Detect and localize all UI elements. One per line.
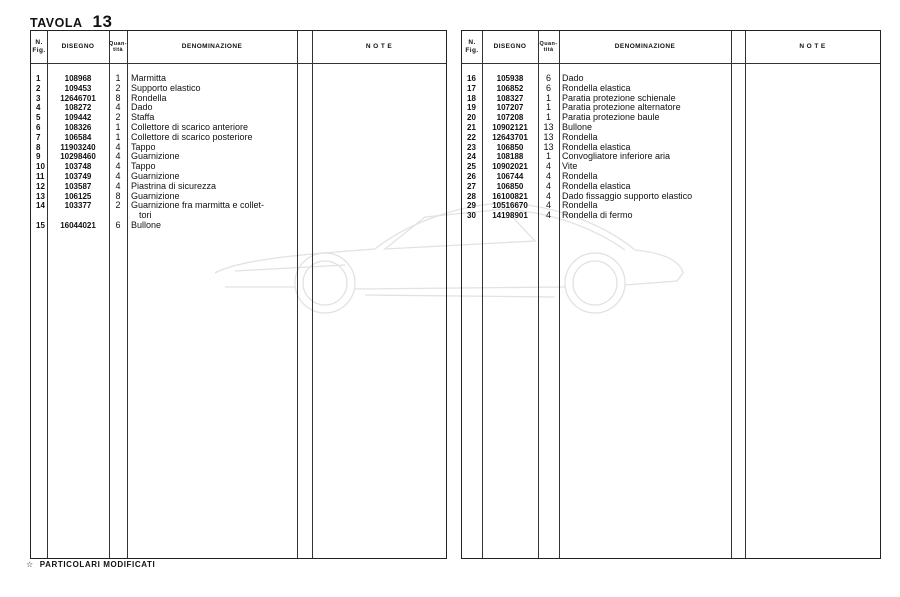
header-quantita: Quan- tità	[539, 41, 558, 53]
part-drawing-number: 108272	[64, 103, 92, 113]
part-description: Paratia protezione alternatore	[562, 102, 681, 113]
table-row	[31, 84, 446, 94]
part-description: Vite	[562, 161, 578, 172]
part-drawing-number: 105938	[496, 74, 524, 83]
part-quantity: 4	[115, 141, 121, 152]
part-drawing-number: 108188	[496, 152, 524, 162]
table-row	[462, 103, 880, 113]
part-description: Rondella elastica	[562, 180, 631, 191]
part-drawing-number: 106850	[496, 181, 524, 191]
part-fig-number: 24	[467, 152, 476, 162]
part-quantity: 1	[115, 121, 121, 132]
header-fig: N. Fig.	[32, 39, 46, 54]
part-drawing-number: 106850	[496, 142, 524, 152]
part-quantity: 1	[115, 131, 121, 142]
part-fig-number: 1	[36, 74, 41, 83]
part-drawing-number: 106744	[496, 171, 524, 181]
part-quantity: 2	[115, 112, 121, 123]
star-icon: ☆	[26, 560, 34, 569]
part-description: Paratia protezione baule	[562, 112, 660, 123]
part-drawing-number: 108326	[64, 122, 92, 132]
table-row	[31, 143, 446, 153]
part-fig-number: 22	[467, 132, 476, 142]
part-description: Tappo	[131, 161, 156, 172]
part-description: Tappo	[131, 141, 156, 152]
table-row	[462, 201, 880, 211]
part-fig-number: 9	[36, 152, 41, 162]
table-row	[31, 172, 446, 182]
table-number: 13	[92, 12, 113, 31]
part-drawing-number: 106852	[496, 83, 524, 93]
table-row	[462, 74, 880, 84]
part-quantity: 4	[545, 210, 551, 221]
part-quantity: 4	[115, 180, 121, 191]
part-description: Supporto elastico	[131, 82, 201, 93]
part-fig-number: 8	[36, 142, 41, 152]
part-description: Rondella di fermo	[562, 210, 633, 221]
header-fig: N. Fig.	[465, 39, 479, 54]
part-drawing-number: 109442	[64, 113, 92, 123]
part-drawing-number: 12643701	[492, 132, 528, 142]
table-row	[462, 192, 880, 202]
part-drawing-number: 103377	[64, 201, 92, 211]
part-drawing-number: 106125	[64, 191, 92, 201]
part-description: Dado	[562, 73, 584, 83]
part-description: Guarnizione	[131, 190, 180, 201]
part-fig-number: 13	[36, 191, 45, 201]
part-quantity: 4	[115, 151, 121, 162]
part-fig-number: 17	[467, 83, 476, 93]
part-drawing-number: 12646701	[60, 93, 96, 103]
part-description: Rondella	[562, 200, 598, 211]
footer-text: PARTICOLARI MODIFICATI	[39, 560, 156, 569]
part-drawing-number: 107207	[496, 103, 524, 113]
header-quantita: Quan- tità	[109, 41, 127, 53]
title-label: TAVOLA	[30, 16, 83, 30]
table-row	[462, 162, 880, 172]
table-row	[462, 123, 880, 133]
part-description: Rondella	[131, 92, 167, 103]
part-description: Convogliatore inferiore aria	[562, 151, 671, 162]
part-fig-number: 30	[467, 211, 476, 221]
table-row	[462, 211, 880, 221]
table-row	[31, 152, 446, 162]
part-fig-number: 25	[467, 162, 476, 172]
part-quantity: 1	[545, 102, 551, 113]
part-quantity: 13	[543, 141, 554, 152]
part-drawing-number: 108327	[496, 93, 524, 103]
header-denominazione: DENOMINAZIONE	[614, 43, 676, 50]
part-fig-number: 5	[36, 113, 41, 123]
part-fig-number: 7	[36, 132, 41, 142]
part-quantity: 13	[543, 131, 554, 142]
part-drawing-number: 103749	[64, 171, 92, 181]
part-quantity: 2	[115, 82, 121, 93]
part-description: Marmitta	[131, 73, 167, 83]
part-drawing-number: 108968	[64, 74, 92, 83]
part-quantity: 6	[545, 82, 551, 93]
part-fig-number: 10	[36, 162, 45, 172]
part-fig-number: 4	[36, 103, 41, 113]
part-quantity: 4	[545, 190, 551, 201]
part-drawing-number: 103587	[64, 181, 92, 191]
part-quantity: 4	[115, 170, 121, 181]
part-description: Staffa	[131, 112, 155, 123]
part-quantity: 4	[115, 161, 121, 172]
part-description: Guarnizione	[131, 170, 180, 181]
table-row	[462, 152, 880, 162]
part-quantity: 8	[115, 92, 121, 103]
part-fig-number: 16	[467, 74, 476, 83]
part-fig-number: 12	[36, 181, 45, 191]
table-row	[31, 74, 446, 84]
footer-note	[26, 560, 155, 569]
part-drawing-number: 16044021	[60, 220, 96, 230]
part-quantity: 4	[545, 161, 551, 172]
table-row	[31, 162, 446, 172]
part-description: Guarnizione	[131, 151, 180, 162]
part-quantity: 4	[545, 200, 551, 211]
table-row	[31, 133, 446, 143]
part-drawing-number: 10516670	[492, 201, 528, 211]
table-row	[31, 201, 446, 211]
table-row	[31, 182, 446, 192]
part-quantity: 1	[545, 112, 551, 123]
part-quantity: 13	[543, 121, 554, 132]
part-fig-number: 20	[467, 113, 476, 123]
part-quantity: 6	[545, 73, 551, 83]
part-description: Collettore di scarico anteriore	[131, 121, 249, 132]
part-drawing-number: 10298460	[60, 152, 96, 162]
part-quantity: 1	[115, 73, 121, 83]
part-fig-number: 18	[467, 93, 476, 103]
part-drawing-number: 11903240	[60, 142, 96, 152]
part-quantity: 4	[545, 180, 551, 191]
part-description: Rondella elastica	[562, 141, 631, 152]
part-drawing-number: 109453	[64, 83, 92, 93]
part-description-continued: tori	[139, 210, 152, 221]
part-description: Rondella	[562, 170, 598, 181]
part-quantity: 8	[115, 190, 121, 201]
part-quantity: 2	[115, 200, 121, 211]
part-quantity: 6	[115, 219, 121, 230]
part-fig-number: 3	[36, 93, 41, 103]
part-quantity: 4	[545, 170, 551, 181]
part-description: Rondella elastica	[562, 82, 631, 93]
table-row	[462, 143, 880, 153]
parts-list-left	[31, 74, 446, 231]
header-note: N O T E	[365, 43, 393, 50]
part-drawing-number: 107208	[496, 113, 524, 123]
part-fig-number: 14	[36, 201, 45, 211]
part-quantity: 4	[115, 102, 121, 113]
part-fig-number: 29	[467, 201, 476, 211]
part-description: Bullone	[131, 219, 162, 230]
part-description: Dado fissaggio supporto elastico	[562, 190, 693, 201]
part-description: Collettore di scarico posteriore	[131, 131, 253, 142]
part-fig-number: 28	[467, 191, 476, 201]
table-row	[462, 172, 880, 182]
part-quantity: 1	[545, 151, 551, 162]
part-description: Dado	[131, 102, 153, 113]
table-row	[31, 103, 446, 113]
part-description: Bullone	[562, 121, 593, 132]
part-drawing-number: 10902021	[492, 162, 528, 172]
part-description: Paratia protezione schienale	[562, 92, 676, 103]
header-disegno: DISEGNO	[493, 43, 527, 50]
part-drawing-number: 106584	[64, 132, 92, 142]
part-fig-number: 26	[467, 171, 476, 181]
part-description: Guarnizione fra marmitta e collet-	[131, 200, 265, 211]
part-quantity: 1	[545, 92, 551, 103]
part-fig-number: 23	[467, 142, 476, 152]
table-row	[462, 133, 880, 143]
parts-list-right	[462, 74, 880, 221]
part-fig-number: 27	[467, 181, 476, 191]
part-drawing-number: 103748	[64, 162, 92, 172]
table-row-continuation	[31, 211, 446, 221]
part-fig-number: 11	[36, 171, 45, 181]
part-description: Rondella	[562, 131, 598, 142]
part-drawing-number: 14198901	[492, 211, 528, 221]
table-row	[31, 221, 446, 231]
table-row	[31, 94, 446, 104]
parts-table-right	[461, 30, 881, 559]
part-drawing-number: 16100821	[492, 191, 528, 201]
part-fig-number: 21	[467, 122, 476, 132]
part-drawing-number: 10902121	[492, 122, 528, 132]
table-row	[462, 113, 880, 123]
header-disegno: DISEGNO	[61, 43, 95, 50]
part-fig-number: 19	[467, 103, 476, 113]
part-fig-number: 6	[36, 122, 41, 132]
header-denominazione: DENOMINAZIONE	[181, 43, 243, 50]
parts-table-left	[30, 30, 447, 559]
header-note: N O T E	[799, 43, 826, 50]
part-fig-number: 15	[36, 220, 45, 230]
page-title	[30, 12, 112, 32]
part-description: Piastrina di sicurezza	[131, 180, 217, 191]
part-fig-number: 2	[36, 83, 41, 93]
